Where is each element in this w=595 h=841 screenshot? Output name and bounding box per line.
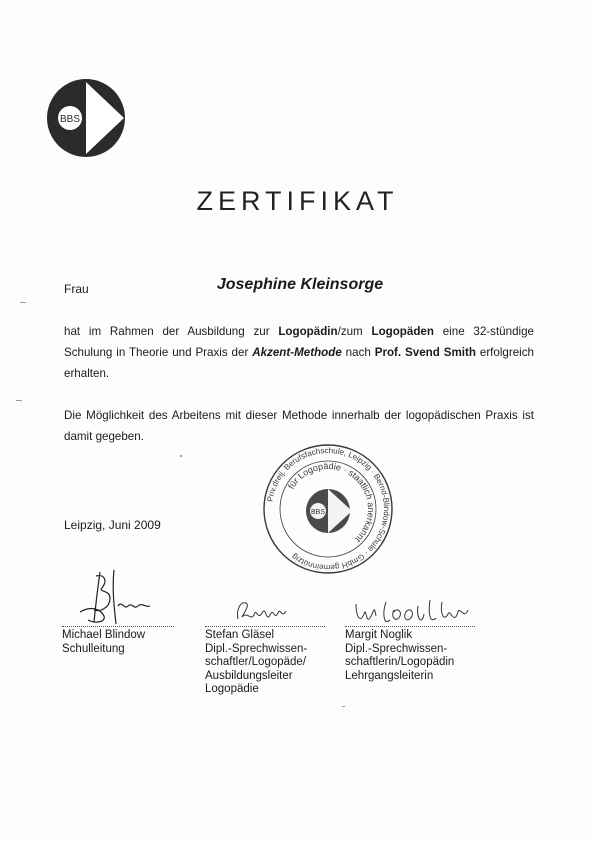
signer-name: Stefan Gläsel: [205, 629, 275, 641]
signer-name: Margit Noglik: [345, 629, 413, 641]
signature-line: [62, 626, 174, 627]
signer-title: Dipl.-Sprechwissen-: [345, 642, 448, 655]
logo-text: BBS: [59, 114, 81, 125]
place-date: Leipzig, Juni 2009: [64, 518, 161, 532]
signer-blindow: [62, 629, 145, 656]
scan-speck: [20, 302, 26, 303]
signature-glaesel: [232, 597, 292, 627]
certificate-title: ZERTIFIKAT: [196, 186, 399, 216]
salutation: Frau: [64, 282, 89, 296]
signer-title: schaftlerin/Logopädin: [345, 656, 455, 668]
method-name: Akzent-Methode: [252, 346, 342, 359]
signer-name: Michael Blindow: [62, 629, 146, 641]
signer-role: Logopädie: [205, 683, 259, 695]
professor-name: Prof. Svend Smith: [374, 346, 476, 359]
signer-role: Schulleitung: [62, 642, 125, 655]
signer-glaesel: [205, 629, 307, 697]
signer-title: Dipl.-Sprechwissen-: [205, 642, 308, 655]
stamp-center-text: BBS: [310, 509, 326, 516]
stamp-inner-text: für Logopädie · staatlich anerkannt: [286, 460, 377, 545]
bold-term: Logopäden: [371, 325, 434, 338]
certificate-statement: hat im Rahmen der Ausbildung zur Logopädin/zum Logopäden eine 32-stündige Schulung in Theorie und Praxis der Akzent-Methode nach Prof. Svend Smith erfolgreich erhalten.: [64, 325, 535, 380]
recipient-name: Josephine Kleinsorge: [216, 276, 384, 293]
signer-role: Lehrgangsleiterin: [345, 669, 434, 682]
signer-title: schaftler/Logopäde/: [205, 656, 307, 668]
signer-noglik: [345, 629, 454, 683]
signature-line: [205, 626, 325, 627]
signature-blindow: [70, 566, 165, 630]
certificate-permission: Die Möglichkeit des Arbeitens mit dieser Methode innerhalb der logopädischen Praxis ist damit gegeben.: [64, 409, 534, 443]
scan-speck: [16, 400, 22, 401]
bbs-logo: [46, 78, 126, 158]
scan-speck: [180, 455, 182, 457]
official-seal-stamp: [262, 443, 394, 575]
signature-noglik: [352, 596, 472, 630]
signature-line: [345, 626, 475, 627]
stamp-outer-text: Priv.dreij. Berufsfachschule, Leipzig · Bernd-Blindow-Schule · GmbH gemeinnützig: [265, 445, 392, 573]
signer-role: Ausbildungsleiter: [205, 669, 293, 682]
bold-term: Logopädin: [278, 325, 338, 338]
scan-speck: [342, 706, 345, 707]
